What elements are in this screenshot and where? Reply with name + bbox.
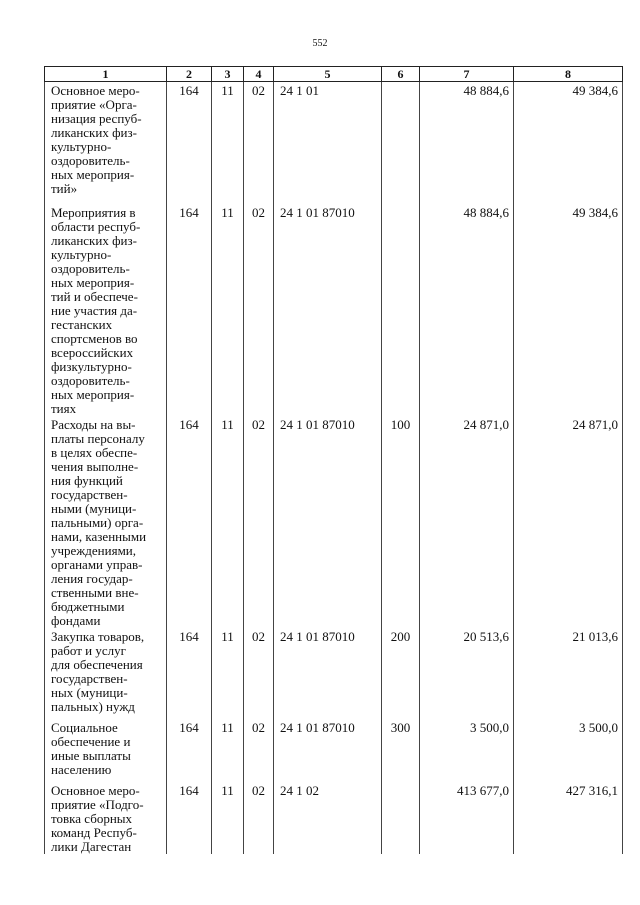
row-name-line: области респуб- <box>51 218 141 234</box>
row-name-line: для обеспечения <box>51 656 143 672</box>
target-article-code: 24 1 01 87010 <box>274 628 382 719</box>
row-name-line: ликанских физ- <box>51 232 137 248</box>
chapter-code: 164 <box>167 782 212 854</box>
amount-year-1: 413 677,0 <box>420 782 514 854</box>
row-name-line: государствен- <box>51 670 128 686</box>
row-name-line: оздоровитель- <box>51 153 130 168</box>
row-name-line: бюджетными <box>51 598 125 614</box>
chapter-code: 164 <box>167 416 212 628</box>
amount-year-2: 427 316,1 <box>514 782 623 854</box>
section-code: 11 <box>212 628 244 719</box>
row-name-line: Закупка товаров, <box>51 628 145 644</box>
target-article-code: 24 1 02 <box>274 782 382 854</box>
expense-type-code: 200 <box>382 628 420 719</box>
header-row <box>45 67 623 82</box>
row-name <box>45 204 167 416</box>
chapter-code: 164 <box>167 82 212 204</box>
row-name-line: товка сборных <box>51 810 133 826</box>
row-name-line: органами управ- <box>51 556 143 572</box>
row-name-line: ния функций <box>51 472 123 488</box>
column-header-2: 2 <box>167 67 212 82</box>
target-article-code: 24 1 01 87010 <box>274 416 382 628</box>
row-name-line: обеспечение и <box>51 733 131 749</box>
table-row <box>45 416 623 628</box>
row-name-line: государствен- <box>51 486 128 502</box>
chapter-code: 164 <box>167 719 212 782</box>
subsection-code: 02 <box>244 719 274 782</box>
row-name-line: платы персоналу <box>51 430 145 446</box>
amount-year-1: 20 513,6 <box>420 628 514 719</box>
row-name-line: спортсменов во <box>51 330 138 346</box>
row-name-line: фондами <box>51 612 101 628</box>
row-name <box>45 82 167 204</box>
expense-type-code <box>382 82 420 204</box>
row-name-line: приятие «Подго- <box>51 796 144 812</box>
section-code: 11 <box>212 204 244 416</box>
row-name-line: ных мероприя- <box>51 167 135 182</box>
amount-year-2: 3 500,0 <box>514 719 623 782</box>
row-name-line: ние участия да- <box>51 302 138 318</box>
row-name-line: культурно- <box>51 139 112 154</box>
row-name-line: Социальное <box>51 719 118 735</box>
row-name-line: оздоровитель- <box>51 260 130 276</box>
row-name-line: Мероприятия в <box>51 204 136 220</box>
amount-year-2: 49 384,6 <box>514 82 623 204</box>
row-name-line: нами, казенными <box>51 528 147 544</box>
section-code: 11 <box>212 82 244 204</box>
amount-year-1: 48 884,6 <box>420 82 514 204</box>
target-article-code: 24 1 01 87010 <box>274 204 382 416</box>
page-number: 552 <box>312 38 328 49</box>
row-name-line: всероссийских <box>51 344 134 360</box>
amount-year-1: 3 500,0 <box>420 719 514 782</box>
table-row <box>45 628 623 719</box>
subsection-code: 02 <box>244 416 274 628</box>
row-name <box>45 416 167 628</box>
section-code: 11 <box>212 719 244 782</box>
expense-type-code <box>382 782 420 854</box>
row-name-line: культурно- <box>51 246 112 262</box>
section-code: 11 <box>212 782 244 854</box>
row-name-line: чения выполне- <box>51 458 139 474</box>
amount-year-2: 49 384,6 <box>514 204 623 416</box>
budget-table <box>44 66 623 854</box>
row-name-line: ления государ- <box>51 570 133 586</box>
row-name-line: низация респуб- <box>51 111 142 126</box>
row-name-line: гестанских <box>51 316 113 332</box>
row-name-line: в целях обеспе- <box>51 444 138 460</box>
table-row <box>45 719 623 782</box>
row-name-line: ственными вне- <box>51 584 139 600</box>
section-code: 11 <box>212 416 244 628</box>
row-name-line: ных мероприя- <box>51 274 135 290</box>
amount-year-1: 24 871,0 <box>420 416 514 628</box>
column-header-6: 6 <box>382 67 420 82</box>
row-name <box>45 628 167 719</box>
row-name <box>45 719 167 782</box>
subsection-code: 02 <box>244 82 274 204</box>
row-name-line: иные выплаты <box>51 747 131 763</box>
row-name-line: учреждениями, <box>51 542 137 558</box>
subsection-code: 02 <box>244 628 274 719</box>
target-article-code: 24 1 01 <box>274 82 382 204</box>
expense-type-code: 100 <box>382 416 420 628</box>
row-name-line: приятие «Орга- <box>51 97 137 112</box>
chapter-code: 164 <box>167 628 212 719</box>
expense-type-code: 300 <box>382 719 420 782</box>
row-name-line: команд Респуб- <box>51 824 137 840</box>
column-header-8: 8 <box>514 67 623 82</box>
row-name-line: пальными) орга- <box>51 514 144 530</box>
row-name-line: ными (муници- <box>51 500 137 516</box>
row-name <box>45 782 167 854</box>
row-name-line: тий и обеспече- <box>51 288 138 304</box>
expense-type-code <box>382 204 420 416</box>
amount-year-1: 48 884,6 <box>420 204 514 416</box>
row-name-line: тий» <box>51 181 78 196</box>
row-name-line: Основное меро- <box>51 782 140 798</box>
amount-year-2: 21 013,6 <box>514 628 623 719</box>
target-article-code: 24 1 01 87010 <box>274 719 382 782</box>
row-name-line: Основное меро- <box>51 83 140 98</box>
column-header-1: 1 <box>45 67 167 82</box>
chapter-code: 164 <box>167 204 212 416</box>
row-name-line: населению <box>51 761 112 777</box>
subsection-code: 02 <box>244 782 274 854</box>
row-name-line: лики Дагестан <box>51 838 132 854</box>
row-name-line: ных (муници- <box>51 684 128 700</box>
row-name-line: физкультурно- <box>51 358 132 374</box>
column-header-4: 4 <box>244 67 274 82</box>
column-header-5: 5 <box>274 67 382 82</box>
column-header-3: 3 <box>212 67 244 82</box>
row-name-line: Расходы на вы- <box>51 416 136 432</box>
row-name-line: оздоровитель- <box>51 372 130 388</box>
amount-year-2: 24 871,0 <box>514 416 623 628</box>
subsection-code: 02 <box>244 204 274 416</box>
row-name-line: тиях <box>51 400 77 416</box>
table-row <box>45 782 623 854</box>
row-name-line: работ и услуг <box>51 642 126 658</box>
row-name-line: ных мероприя- <box>51 386 135 402</box>
column-header-7: 7 <box>420 67 514 82</box>
table-row <box>45 204 623 416</box>
table-row <box>45 82 623 204</box>
row-name-line: ликанских физ- <box>51 125 137 140</box>
row-name-line: пальных) нужд <box>51 698 135 714</box>
